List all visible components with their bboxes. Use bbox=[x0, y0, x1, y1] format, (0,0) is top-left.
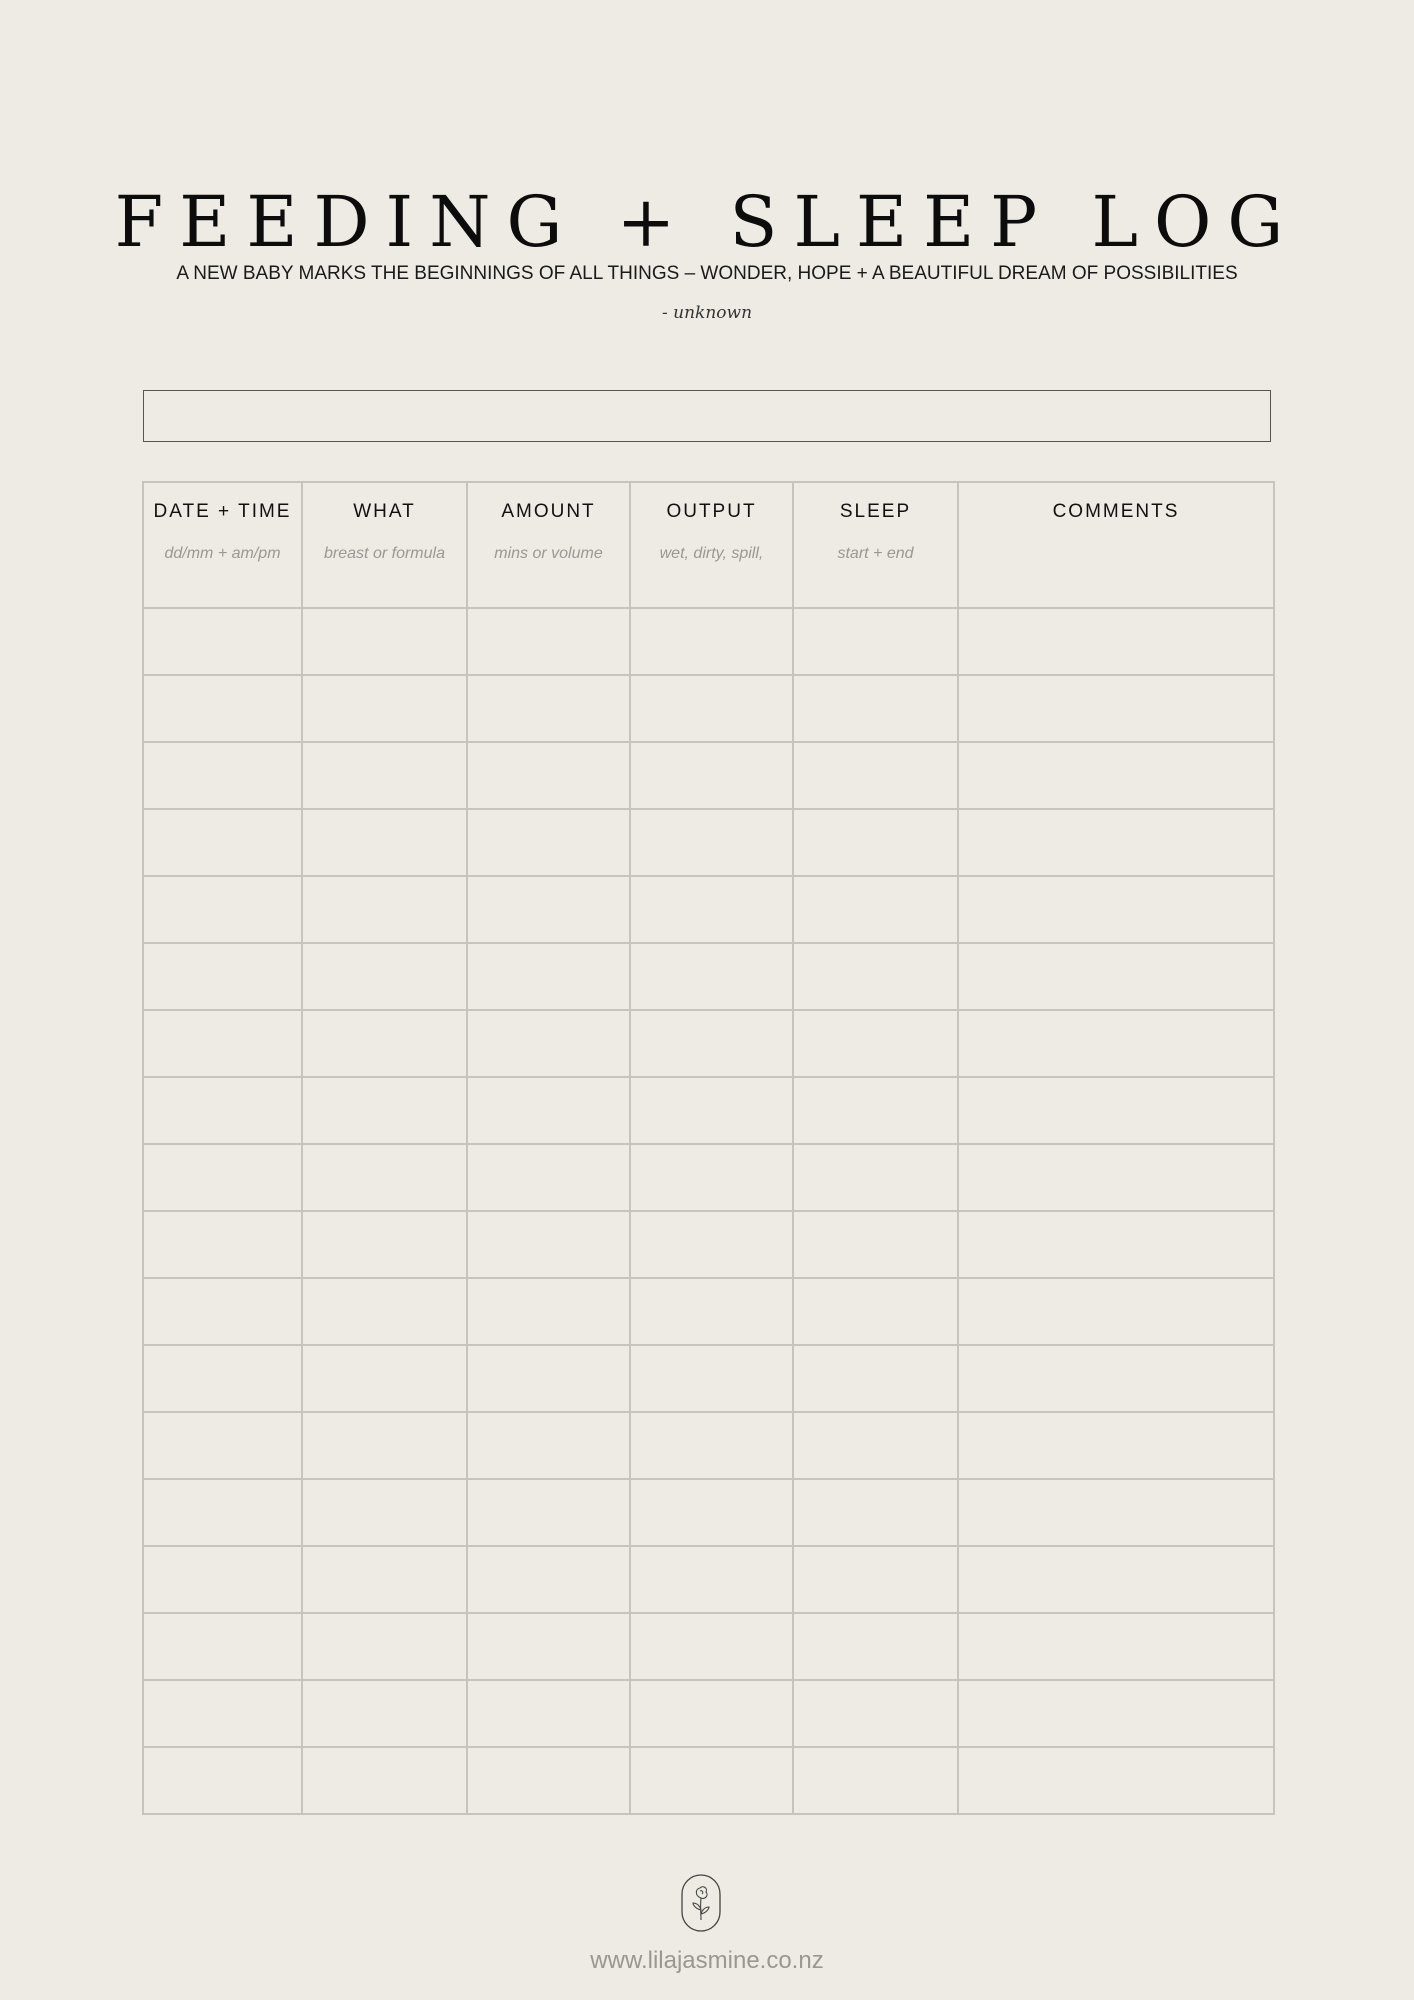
log-cell[interactable] bbox=[630, 742, 793, 809]
quote-attribution: - unknown bbox=[661, 303, 753, 323]
log-cell[interactable] bbox=[793, 1412, 958, 1479]
log-cell[interactable] bbox=[793, 1144, 958, 1211]
log-cell[interactable] bbox=[302, 1144, 467, 1211]
log-cell[interactable] bbox=[143, 809, 302, 876]
table-row bbox=[143, 1412, 1274, 1479]
log-cell[interactable] bbox=[793, 809, 958, 876]
log-cell[interactable] bbox=[630, 1546, 793, 1613]
log-cell[interactable] bbox=[302, 876, 467, 943]
log-cell[interactable] bbox=[143, 876, 302, 943]
log-cell[interactable] bbox=[143, 1613, 302, 1680]
website-link[interactable]: www.lilajasmine.co.nz bbox=[590, 1947, 824, 1974]
log-cell[interactable] bbox=[302, 1345, 467, 1412]
column-label: WHAT bbox=[353, 501, 416, 522]
column-label: OUTPUT bbox=[666, 501, 757, 522]
log-cell[interactable] bbox=[958, 742, 1274, 809]
table-row bbox=[143, 943, 1274, 1010]
log-cell[interactable] bbox=[793, 675, 958, 742]
log-cell[interactable] bbox=[958, 675, 1274, 742]
log-cell[interactable] bbox=[793, 1680, 958, 1747]
column-label: AMOUNT bbox=[501, 501, 596, 522]
log-cell[interactable] bbox=[302, 809, 467, 876]
log-cell[interactable] bbox=[467, 1412, 630, 1479]
table-header-row bbox=[143, 482, 1274, 608]
table-row bbox=[143, 809, 1274, 876]
log-cell[interactable] bbox=[958, 943, 1274, 1010]
table-row bbox=[143, 608, 1274, 675]
log-cell[interactable] bbox=[302, 608, 467, 675]
log-cell[interactable] bbox=[630, 1010, 793, 1077]
log-cell[interactable] bbox=[143, 1278, 302, 1345]
log-cell[interactable] bbox=[630, 1680, 793, 1747]
log-cell[interactable] bbox=[467, 943, 630, 1010]
flower-oval-logo-icon bbox=[681, 1874, 721, 1932]
log-cell[interactable] bbox=[302, 1680, 467, 1747]
log-cell[interactable] bbox=[467, 1077, 630, 1144]
log-cell[interactable] bbox=[958, 1479, 1274, 1546]
table-row bbox=[143, 1010, 1274, 1077]
log-cell[interactable] bbox=[630, 1747, 793, 1814]
log-cell[interactable] bbox=[630, 1412, 793, 1479]
log-cell[interactable] bbox=[630, 1144, 793, 1211]
column-hint: start + end bbox=[837, 545, 914, 562]
log-cell[interactable] bbox=[467, 1680, 630, 1747]
log-cell[interactable] bbox=[467, 1345, 630, 1412]
log-cell[interactable] bbox=[302, 1747, 467, 1814]
column-label: DATE + TIME bbox=[153, 501, 292, 522]
log-cell[interactable] bbox=[302, 1479, 467, 1546]
log-cell[interactable] bbox=[302, 1613, 467, 1680]
log-cell[interactable] bbox=[467, 1613, 630, 1680]
log-cell[interactable] bbox=[958, 1747, 1274, 1814]
log-cell[interactable] bbox=[793, 1010, 958, 1077]
log-cell[interactable] bbox=[630, 608, 793, 675]
log-cell[interactable] bbox=[467, 608, 630, 675]
log-cell[interactable] bbox=[958, 1010, 1274, 1077]
log-cell[interactable] bbox=[302, 1278, 467, 1345]
log-cell[interactable] bbox=[467, 1278, 630, 1345]
table-row bbox=[143, 1613, 1274, 1680]
log-cell[interactable] bbox=[143, 1077, 302, 1144]
log-cell[interactable] bbox=[302, 1010, 467, 1077]
column-hint: mins or volume bbox=[494, 545, 603, 562]
log-cell[interactable] bbox=[958, 1211, 1274, 1278]
log-cell[interactable] bbox=[630, 1613, 793, 1680]
log-cell[interactable] bbox=[143, 1144, 302, 1211]
log-cell[interactable] bbox=[143, 608, 302, 675]
log-cell[interactable] bbox=[143, 1479, 302, 1546]
log-cell[interactable] bbox=[302, 742, 467, 809]
log-table-body bbox=[143, 608, 1274, 1814]
log-cell[interactable] bbox=[467, 1010, 630, 1077]
log-cell[interactable] bbox=[302, 1211, 467, 1278]
log-cell[interactable] bbox=[630, 1077, 793, 1144]
log-cell[interactable] bbox=[958, 1077, 1274, 1144]
log-cell[interactable] bbox=[630, 1278, 793, 1345]
log-cell[interactable] bbox=[793, 1211, 958, 1278]
log-cell[interactable] bbox=[143, 1010, 302, 1077]
log-cell[interactable] bbox=[793, 1747, 958, 1814]
log-cell[interactable] bbox=[302, 943, 467, 1010]
log-cell[interactable] bbox=[793, 1278, 958, 1345]
log-cell[interactable] bbox=[467, 1747, 630, 1814]
log-cell[interactable] bbox=[958, 1345, 1274, 1412]
log-cell[interactable] bbox=[793, 1546, 958, 1613]
log-cell[interactable] bbox=[958, 1546, 1274, 1613]
log-cell[interactable] bbox=[958, 1412, 1274, 1479]
log-cell[interactable] bbox=[793, 876, 958, 943]
log-cell[interactable] bbox=[630, 943, 793, 1010]
page-title: FEEDING + SLEEP LOG bbox=[114, 180, 1300, 263]
table-row bbox=[143, 742, 1274, 809]
log-cell[interactable] bbox=[793, 1077, 958, 1144]
log-cell[interactable] bbox=[958, 876, 1274, 943]
log-cell[interactable] bbox=[143, 1412, 302, 1479]
log-cell[interactable] bbox=[630, 876, 793, 943]
column-label: SLEEP bbox=[839, 501, 912, 522]
log-cell[interactable] bbox=[958, 1613, 1274, 1680]
log-cell[interactable] bbox=[467, 675, 630, 742]
log-cell[interactable] bbox=[143, 1345, 302, 1412]
log-cell[interactable] bbox=[630, 1211, 793, 1278]
log-cell[interactable] bbox=[143, 1680, 302, 1747]
header-output bbox=[630, 482, 793, 608]
column-hint: wet, dirty, spill, bbox=[659, 545, 764, 562]
log-cell[interactable] bbox=[143, 1747, 302, 1814]
log-cell[interactable] bbox=[793, 742, 958, 809]
log-cell[interactable] bbox=[958, 809, 1274, 876]
table-row bbox=[143, 1077, 1274, 1144]
quote-text: A NEW BABY MARKS THE BEGINNINGS OF ALL THINGS – WONDER, HOPE + A BEAUTIFUL DREAM OF POSSIBILITIES bbox=[176, 263, 1238, 284]
log-cell[interactable] bbox=[143, 742, 302, 809]
log-cell[interactable] bbox=[958, 1680, 1274, 1747]
log-cell[interactable] bbox=[958, 1278, 1274, 1345]
log-cell[interactable] bbox=[143, 675, 302, 742]
table-row bbox=[143, 1747, 1274, 1814]
log-cell[interactable] bbox=[793, 943, 958, 1010]
column-label: COMMENTS bbox=[1052, 501, 1180, 522]
table-row bbox=[143, 675, 1274, 742]
log-cell[interactable] bbox=[467, 1144, 630, 1211]
log-cell[interactable] bbox=[630, 1479, 793, 1546]
log-cell[interactable] bbox=[302, 675, 467, 742]
log-cell[interactable] bbox=[302, 1077, 467, 1144]
log-cell[interactable] bbox=[467, 876, 630, 943]
log-cell[interactable] bbox=[958, 1144, 1274, 1211]
log-cell[interactable] bbox=[958, 608, 1274, 675]
table-row bbox=[143, 876, 1274, 943]
table-row bbox=[143, 1479, 1274, 1546]
log-cell[interactable] bbox=[467, 809, 630, 876]
log-cell[interactable] bbox=[302, 1546, 467, 1613]
log-table bbox=[142, 481, 1275, 1815]
table-row bbox=[143, 1680, 1274, 1747]
column-hint: dd/mm + am/pm bbox=[164, 545, 281, 562]
log-cell[interactable] bbox=[302, 1412, 467, 1479]
log-cell[interactable] bbox=[143, 1211, 302, 1278]
table-row bbox=[143, 1278, 1274, 1345]
log-cell[interactable] bbox=[467, 742, 630, 809]
log-cell[interactable] bbox=[467, 1546, 630, 1613]
log-cell[interactable] bbox=[143, 1546, 302, 1613]
log-cell[interactable] bbox=[630, 675, 793, 742]
header-amount bbox=[467, 482, 630, 608]
table-row bbox=[143, 1345, 1274, 1412]
header-comments bbox=[958, 482, 1274, 608]
header-sleep bbox=[793, 482, 958, 608]
header-what bbox=[302, 482, 467, 608]
column-hint: breast or formula bbox=[324, 545, 445, 562]
log-cell[interactable] bbox=[793, 608, 958, 675]
table-row bbox=[143, 1211, 1274, 1278]
table-row bbox=[143, 1144, 1274, 1211]
log-cell[interactable] bbox=[467, 1211, 630, 1278]
log-cell[interactable] bbox=[630, 1345, 793, 1412]
log-cell[interactable] bbox=[793, 1345, 958, 1412]
table-row bbox=[143, 1546, 1274, 1613]
log-cell[interactable] bbox=[793, 1479, 958, 1546]
name-input-box[interactable] bbox=[143, 390, 1271, 442]
log-cell[interactable] bbox=[467, 1479, 630, 1546]
log-cell[interactable] bbox=[630, 809, 793, 876]
log-cell[interactable] bbox=[793, 1613, 958, 1680]
log-cell[interactable] bbox=[143, 943, 302, 1010]
header-date-time bbox=[143, 482, 302, 608]
